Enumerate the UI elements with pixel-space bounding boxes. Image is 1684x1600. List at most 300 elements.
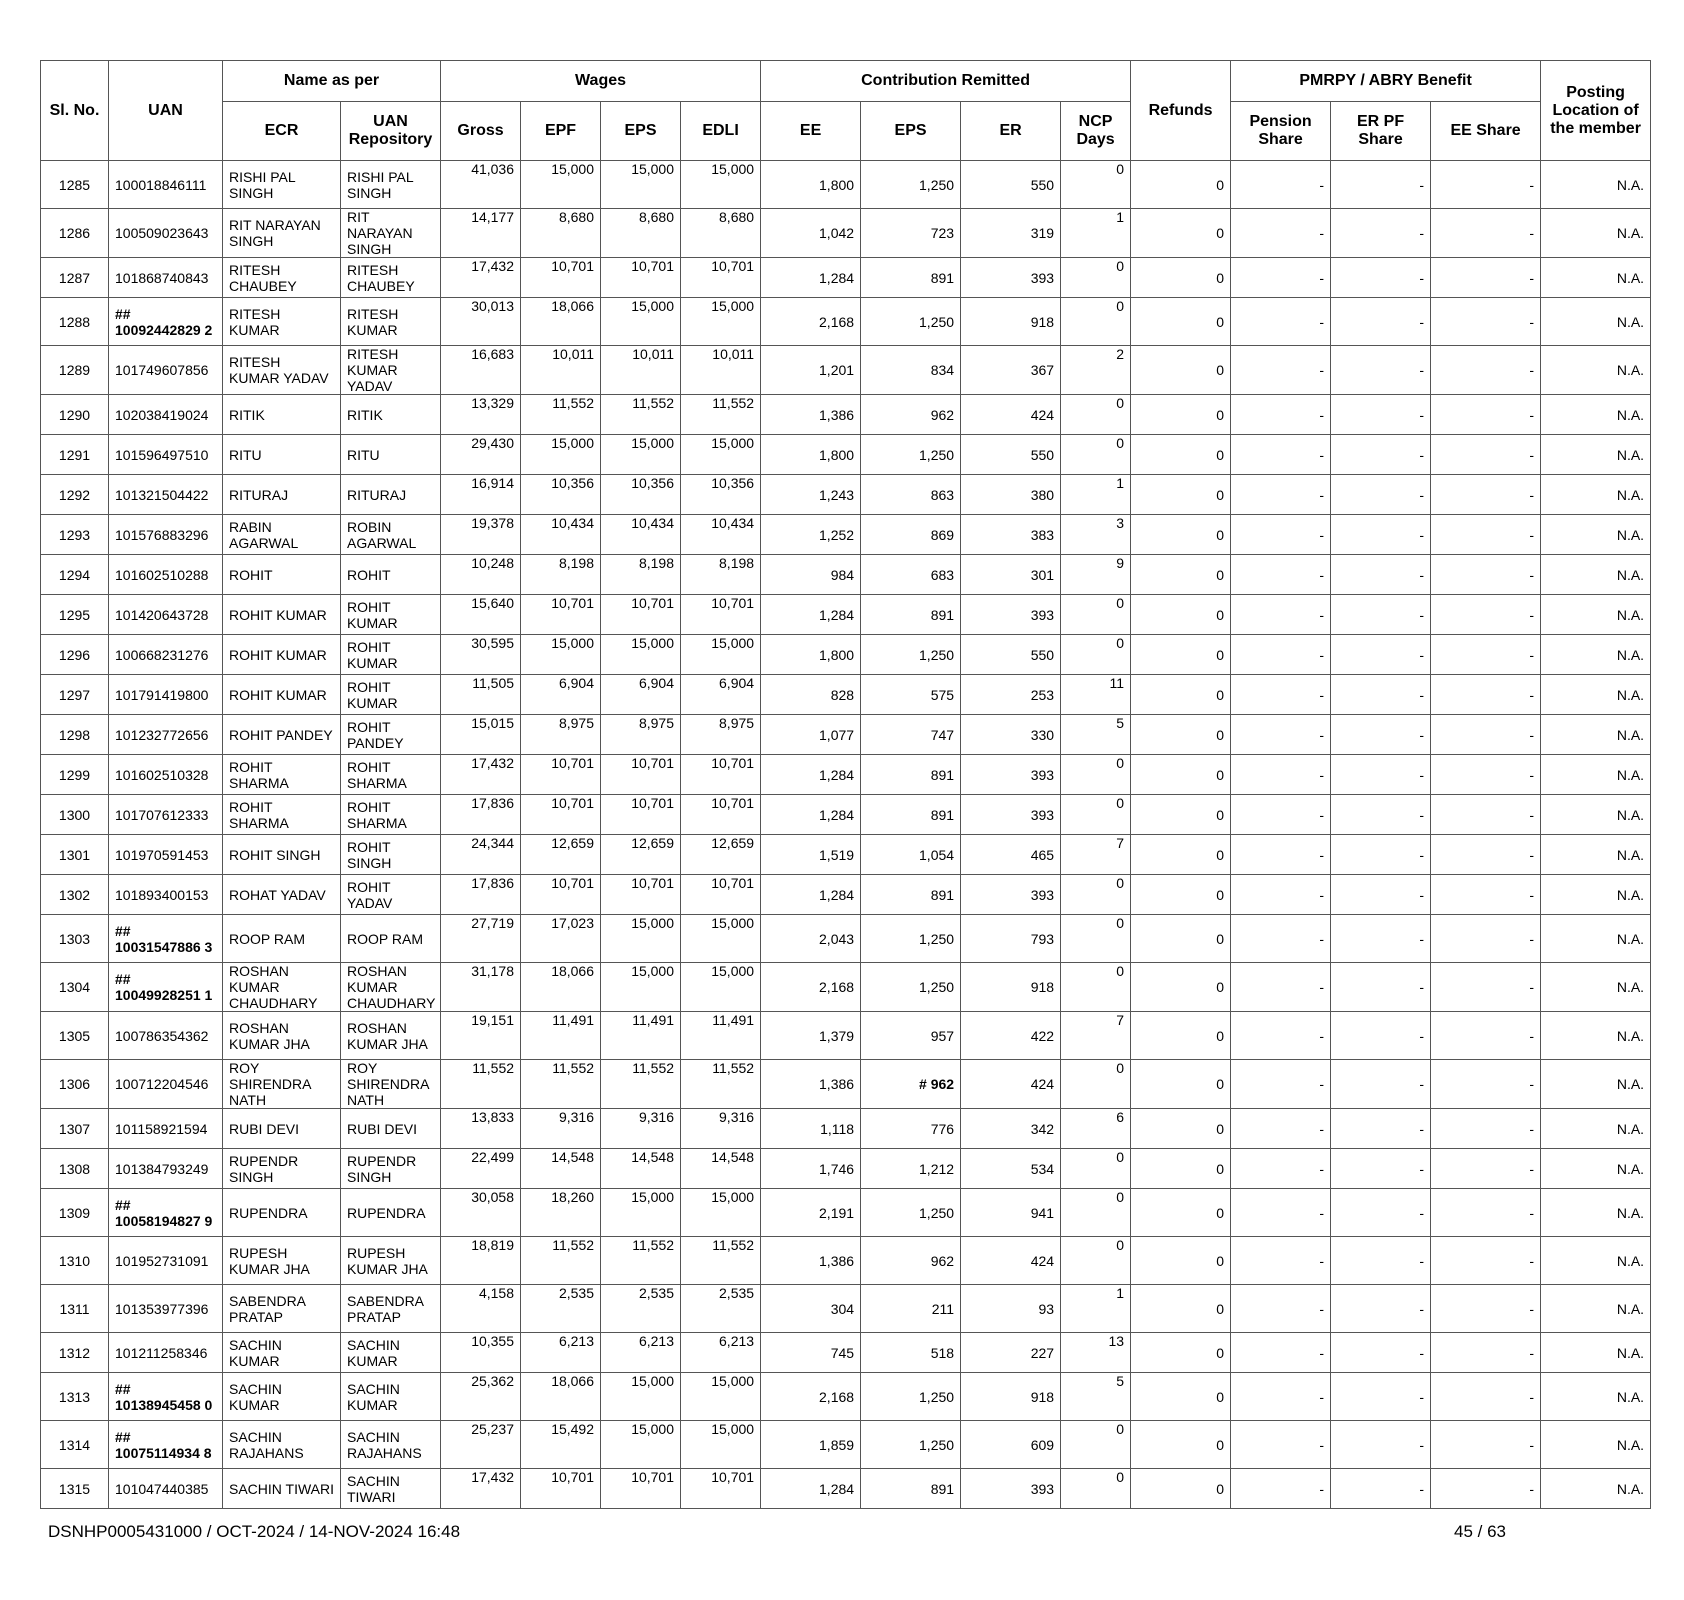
table-row (41, 1012, 1651, 1060)
cell-posting-location: N.A. (1541, 1373, 1651, 1421)
table-row (41, 715, 1651, 755)
cell-uan: 101211258346 (109, 1333, 223, 1373)
cell-uan: 101576883296 (109, 515, 223, 555)
cell-edli: 11,552 (681, 1237, 761, 1285)
table-row (41, 1060, 1651, 1109)
cell-name-uan-repository: ROHIT SHARMA (341, 795, 441, 835)
cell-name-ecr: RITESH KUMAR (223, 298, 341, 346)
cell-ee-share: - (1431, 795, 1541, 835)
table-row (41, 915, 1651, 963)
cell-er-pf-share: - (1331, 1421, 1431, 1469)
cell-ee: 2,191 (761, 1189, 861, 1237)
cell-eps: 11,491 (601, 1012, 681, 1060)
cell-uan: 100668231276 (109, 635, 223, 675)
cell-uan: 101384793249 (109, 1149, 223, 1189)
col-header-pmrpy-abry: PMRPY / ABRY Benefit (1231, 61, 1541, 102)
cell-eps-contribution: 869 (861, 515, 961, 555)
cell-name-ecr: ROHIT KUMAR (223, 675, 341, 715)
cell-uan: 102038419024 (109, 395, 223, 435)
cell-ee-share: - (1431, 258, 1541, 298)
cell-ee: 1,077 (761, 715, 861, 755)
uan-flag: ## (115, 1196, 131, 1213)
cell-epf: 10,701 (521, 258, 601, 298)
col-header-eps-contribution: EPS (861, 102, 961, 161)
cell-pension-share: - (1231, 298, 1331, 346)
cell-er: 550 (961, 635, 1061, 675)
cell-edli: 10,701 (681, 755, 761, 795)
cell-edli: 15,000 (681, 1373, 761, 1421)
table-row (41, 835, 1651, 875)
cell-edli: 15,000 (681, 1189, 761, 1237)
cell-ncp-days: 0 (1061, 1237, 1131, 1285)
cell-name-ecr: ROHIT KUMAR (223, 595, 341, 635)
cell-name-ecr: RABIN AGARWAL (223, 515, 341, 555)
cell-ncp-days: 1 (1061, 1285, 1131, 1333)
cell-eps-contribution: 723 (861, 209, 961, 258)
col-header-sl-no: Sl. No. (41, 61, 109, 161)
cell-pension-share: - (1231, 258, 1331, 298)
col-header-wages: Wages (441, 61, 761, 102)
cell-ee: 1,243 (761, 475, 861, 515)
cell-epf: 2,535 (521, 1285, 601, 1333)
cell-gross: 4,158 (441, 1285, 521, 1333)
cell-ncp-days: 3 (1061, 515, 1131, 555)
cell-epf: 15,000 (521, 161, 601, 209)
cell-er-pf-share: - (1331, 555, 1431, 595)
cell-name-uan-repository: RUPENDRA (341, 1189, 441, 1237)
uan-flag: ## (115, 1428, 131, 1445)
cell-er-pf-share: - (1331, 1012, 1431, 1060)
cell-sl-no: 1295 (41, 595, 109, 635)
cell-ncp-days: 0 (1061, 963, 1131, 1012)
cell-ncp-days: 0 (1061, 161, 1131, 209)
cell-ee-share: - (1431, 1421, 1541, 1469)
cell-pension-share: - (1231, 635, 1331, 675)
cell-pension-share: - (1231, 675, 1331, 715)
cell-uan: 101321504422 (109, 475, 223, 515)
cell-uan: 101047440385 (109, 1469, 223, 1509)
cell-sl-no: 1306 (41, 1060, 109, 1109)
cell-posting-location: N.A. (1541, 1285, 1651, 1333)
cell-refunds: 0 (1131, 515, 1231, 555)
cell-sl-no: 1289 (41, 346, 109, 395)
col-header-gross: Gross (441, 102, 521, 161)
cell-ee: 1,386 (761, 1237, 861, 1285)
cell-pension-share: - (1231, 1285, 1331, 1333)
cell-name-ecr: SABENDRA PRATAP (223, 1285, 341, 1333)
cell-ee: 1,859 (761, 1421, 861, 1469)
cell-epf: 15,000 (521, 435, 601, 475)
cell-edli: 11,491 (681, 1012, 761, 1060)
table-row (41, 1109, 1651, 1149)
cell-name-uan-repository: SACHIN RAJAHANS (341, 1421, 441, 1469)
cell-ee: 1,252 (761, 515, 861, 555)
cell-posting-location: N.A. (1541, 475, 1651, 515)
cell-ncp-days: 0 (1061, 1469, 1131, 1509)
cell-posting-location: N.A. (1541, 875, 1651, 915)
cell-ee-share: - (1431, 1149, 1541, 1189)
cell-er: 550 (961, 435, 1061, 475)
cell-uan (109, 963, 223, 1012)
cell-er: 330 (961, 715, 1061, 755)
cell-name-uan-repository: SACHIN KUMAR (341, 1333, 441, 1373)
table-row (41, 515, 1651, 555)
cell-ncp-days: 0 (1061, 915, 1131, 963)
cell-er: 227 (961, 1333, 1061, 1373)
cell-ee-share: - (1431, 1189, 1541, 1237)
cell-gross: 13,833 (441, 1109, 521, 1149)
cell-name-ecr: RIT NARAYAN SINGH (223, 209, 341, 258)
cell-refunds: 0 (1131, 1469, 1231, 1509)
cell-edli: 8,975 (681, 715, 761, 755)
cell-edli: 15,000 (681, 435, 761, 475)
cell-epf: 11,552 (521, 395, 601, 435)
uan-value: 10075114934 8 (115, 1444, 212, 1461)
cell-er-pf-share: - (1331, 875, 1431, 915)
col-header-name-as-per: Name as per (223, 61, 441, 102)
cell-eps-contribution: 1,250 (861, 1373, 961, 1421)
cell-er-pf-share: - (1331, 1237, 1431, 1285)
cell-eps-contribution: 863 (861, 475, 961, 515)
col-header-posting-location: Posting Location of the member (1541, 61, 1651, 161)
cell-posting-location: N.A. (1541, 161, 1651, 209)
cell-eps-contribution: 891 (861, 755, 961, 795)
cell-er-pf-share: - (1331, 1469, 1431, 1509)
cell-name-uan-repository: ROHIT KUMAR (341, 635, 441, 675)
cell-pension-share: - (1231, 755, 1331, 795)
cell-ee: 1,386 (761, 395, 861, 435)
cell-eps: 10,701 (601, 1469, 681, 1509)
cell-edli: 10,356 (681, 475, 761, 515)
cell-refunds: 0 (1131, 298, 1231, 346)
cell-er-pf-share: - (1331, 963, 1431, 1012)
cell-er-pf-share: - (1331, 1285, 1431, 1333)
cell-refunds: 0 (1131, 1373, 1231, 1421)
cell-epf: 18,260 (521, 1189, 601, 1237)
cell-ee: 1,284 (761, 755, 861, 795)
cell-er-pf-share: - (1331, 835, 1431, 875)
cell-name-ecr: RUPENDRA (223, 1189, 341, 1237)
cell-ncp-days: 0 (1061, 298, 1131, 346)
cell-eps: 15,000 (601, 161, 681, 209)
cell-epf: 11,552 (521, 1060, 601, 1109)
cell-edli: 8,680 (681, 209, 761, 258)
cell-ee: 1,519 (761, 835, 861, 875)
cell-name-ecr: RITESH KUMAR YADAV (223, 346, 341, 395)
cell-eps: 15,000 (601, 298, 681, 346)
cell-gross: 13,329 (441, 395, 521, 435)
cell-uan: 101602510288 (109, 555, 223, 595)
cell-sl-no: 1311 (41, 1285, 109, 1333)
cell-name-uan-repository: SABENDRA PRATAP (341, 1285, 441, 1333)
cell-pension-share: - (1231, 515, 1331, 555)
cell-posting-location: N.A. (1541, 635, 1651, 675)
cell-name-ecr: SACHIN KUMAR (223, 1373, 341, 1421)
cell-ee: 1,386 (761, 1060, 861, 1109)
cell-edli: 10,434 (681, 515, 761, 555)
cell-sl-no: 1285 (41, 161, 109, 209)
cell-ee-share: - (1431, 675, 1541, 715)
cell-er-pf-share: - (1331, 1109, 1431, 1149)
uan-flag: ## (115, 971, 131, 987)
cell-ee-share: - (1431, 555, 1541, 595)
cell-eps: 10,434 (601, 515, 681, 555)
cell-eps: 10,701 (601, 258, 681, 298)
cell-sl-no: 1293 (41, 515, 109, 555)
uan-flag: ## (115, 922, 131, 939)
cell-ee: 1,800 (761, 435, 861, 475)
cell-posting-location: N.A. (1541, 1149, 1651, 1189)
cell-ncp-days: 7 (1061, 1012, 1131, 1060)
cell-eps-contribution: 747 (861, 715, 961, 755)
cell-ncp-days: 0 (1061, 1060, 1131, 1109)
cell-sl-no: 1314 (41, 1421, 109, 1469)
cell-gross: 16,914 (441, 475, 521, 515)
cell-pension-share: - (1231, 475, 1331, 515)
cell-er: 301 (961, 555, 1061, 595)
cell-ee-share: - (1431, 755, 1541, 795)
cell-ee-share: - (1431, 209, 1541, 258)
cell-uan (109, 1189, 223, 1237)
cell-er: 93 (961, 1285, 1061, 1333)
cell-pension-share: - (1231, 1373, 1331, 1421)
cell-er-pf-share: - (1331, 675, 1431, 715)
cell-er: 609 (961, 1421, 1061, 1469)
cell-name-ecr: RUPESH KUMAR JHA (223, 1237, 341, 1285)
cell-pension-share: - (1231, 835, 1331, 875)
cell-uan: 100786354362 (109, 1012, 223, 1060)
cell-refunds: 0 (1131, 395, 1231, 435)
table-row (41, 1469, 1651, 1509)
cell-name-uan-repository: RITESH KUMAR (341, 298, 441, 346)
cell-eps-contribution: 891 (861, 595, 961, 635)
cell-refunds: 0 (1131, 875, 1231, 915)
cell-name-uan-repository: ROHIT SHARMA (341, 755, 441, 795)
cell-name-ecr: ROHAT YADAV (223, 875, 341, 915)
cell-epf: 15,492 (521, 1421, 601, 1469)
cell-edli: 10,701 (681, 595, 761, 635)
cell-epf: 15,000 (521, 635, 601, 675)
table-row (41, 346, 1651, 395)
cell-epf: 6,904 (521, 675, 601, 715)
cell-eps-contribution: 1,250 (861, 161, 961, 209)
cell-epf: 18,066 (521, 963, 601, 1012)
cell-uan: 101707612333 (109, 795, 223, 835)
cell-eps-contribution: 1,212 (861, 1149, 961, 1189)
col-header-er: ER (961, 102, 1061, 161)
cell-eps-contribution: 1,054 (861, 835, 961, 875)
cell-posting-location: N.A. (1541, 835, 1651, 875)
cell-ncp-days: 0 (1061, 395, 1131, 435)
cell-ee: 2,168 (761, 298, 861, 346)
cell-refunds: 0 (1131, 1012, 1231, 1060)
cell-uan: 101420643728 (109, 595, 223, 635)
cell-er: 342 (961, 1109, 1061, 1149)
cell-er-pf-share: - (1331, 258, 1431, 298)
cell-gross: 17,432 (441, 258, 521, 298)
cell-sl-no: 1298 (41, 715, 109, 755)
cell-er: 383 (961, 515, 1061, 555)
ecr-table (40, 60, 1651, 1509)
cell-uan (109, 298, 223, 346)
cell-edli: 10,011 (681, 346, 761, 395)
cell-pension-share: - (1231, 595, 1331, 635)
cell-eps: 15,000 (601, 915, 681, 963)
cell-er: 253 (961, 675, 1061, 715)
cell-posting-location: N.A. (1541, 1469, 1651, 1509)
cell-epf: 9,316 (521, 1109, 601, 1149)
cell-eps: 15,000 (601, 435, 681, 475)
cell-gross: 10,248 (441, 555, 521, 595)
cell-uan (109, 1373, 223, 1421)
cell-epf: 10,701 (521, 755, 601, 795)
cell-posting-location: N.A. (1541, 209, 1651, 258)
cell-name-uan-repository: RITIK (341, 395, 441, 435)
cell-epf: 6,213 (521, 1333, 601, 1373)
cell-eps: 11,552 (601, 1237, 681, 1285)
cell-eps-contribution: 1,250 (861, 1189, 961, 1237)
cell-sl-no: 1313 (41, 1373, 109, 1421)
cell-gross: 14,177 (441, 209, 521, 258)
col-header-uan: UAN (109, 61, 223, 161)
cell-name-uan-repository: ROSHAN KUMAR CHAUDHARY (341, 963, 441, 1012)
cell-ee: 1,800 (761, 635, 861, 675)
cell-edli: 15,000 (681, 298, 761, 346)
cell-ee-share: - (1431, 835, 1541, 875)
cell-gross: 25,237 (441, 1421, 521, 1469)
cell-name-ecr: RITURAJ (223, 475, 341, 515)
cell-name-ecr: ROHIT KUMAR (223, 635, 341, 675)
cell-posting-location: N.A. (1541, 435, 1651, 475)
col-header-edli: EDLI (681, 102, 761, 161)
cell-sl-no: 1305 (41, 1012, 109, 1060)
cell-pension-share: - (1231, 1060, 1331, 1109)
cell-edli: 10,701 (681, 875, 761, 915)
cell-gross: 31,178 (441, 963, 521, 1012)
table-row (41, 1189, 1651, 1237)
cell-epf: 8,680 (521, 209, 601, 258)
cell-edli: 10,701 (681, 258, 761, 298)
cell-sl-no: 1291 (41, 435, 109, 475)
cell-uan: 101970591453 (109, 835, 223, 875)
cell-uan: 101353977396 (109, 1285, 223, 1333)
cell-eps-contribution: 891 (861, 795, 961, 835)
cell-ee: 1,284 (761, 875, 861, 915)
cell-gross: 18,819 (441, 1237, 521, 1285)
cell-epf: 10,701 (521, 595, 601, 635)
cell-name-uan-repository: ROY SHIRENDRA NATH (341, 1060, 441, 1109)
cell-eps-contribution: 1,250 (861, 915, 961, 963)
cell-er-pf-share: - (1331, 1333, 1431, 1373)
cell-posting-location: N.A. (1541, 395, 1651, 435)
cell-eps: 9,316 (601, 1109, 681, 1149)
cell-sl-no: 1292 (41, 475, 109, 515)
cell-ncp-days: 7 (1061, 835, 1131, 875)
cell-name-uan-repository: ROOP RAM (341, 915, 441, 963)
cell-ee-share: - (1431, 1060, 1541, 1109)
cell-uan: 101868740843 (109, 258, 223, 298)
table-row (41, 475, 1651, 515)
cell-eps-contribution: 1,250 (861, 1421, 961, 1469)
cell-gross: 10,355 (441, 1333, 521, 1373)
cell-gross: 19,151 (441, 1012, 521, 1060)
cell-pension-share: - (1231, 1469, 1331, 1509)
cell-pension-share: - (1231, 346, 1331, 395)
cell-gross: 19,378 (441, 515, 521, 555)
table-row (41, 875, 1651, 915)
cell-epf: 10,011 (521, 346, 601, 395)
cell-ee: 304 (761, 1285, 861, 1333)
cell-ncp-days: 2 (1061, 346, 1131, 395)
cell-name-ecr: ROSHAN KUMAR JHA (223, 1012, 341, 1060)
table-row (41, 635, 1651, 675)
cell-epf: 11,491 (521, 1012, 601, 1060)
cell-name-ecr: SACHIN KUMAR (223, 1333, 341, 1373)
cell-sl-no: 1308 (41, 1149, 109, 1189)
uan-value: 10058194827 9 (115, 1212, 213, 1229)
cell-ee: 828 (761, 675, 861, 715)
cell-epf: 18,066 (521, 298, 601, 346)
cell-name-uan-repository: ROSHAN KUMAR JHA (341, 1012, 441, 1060)
cell-epf: 8,198 (521, 555, 601, 595)
cell-eps: 8,975 (601, 715, 681, 755)
cell-ee-share: - (1431, 1109, 1541, 1149)
cell-ee-share: - (1431, 395, 1541, 435)
cell-er-pf-share: - (1331, 395, 1431, 435)
cell-sl-no: 1310 (41, 1237, 109, 1285)
table-row (41, 209, 1651, 258)
cell-eps-contribution: 891 (861, 875, 961, 915)
footer-document-reference: DSNHP0005431000 / OCT-2024 / 14-NOV-2024 16:48 (48, 1522, 461, 1541)
cell-er: 393 (961, 755, 1061, 795)
cell-uan: 100018846111 (109, 161, 223, 209)
cell-er-pf-share: - (1331, 1060, 1431, 1109)
cell-ee-share: - (1431, 875, 1541, 915)
cell-gross: 11,505 (441, 675, 521, 715)
cell-ee: 1,800 (761, 161, 861, 209)
cell-epf: 18,066 (521, 1373, 601, 1421)
cell-eps-contribution: 962 (861, 395, 961, 435)
cell-eps: 10,701 (601, 595, 681, 635)
cell-refunds: 0 (1131, 1333, 1231, 1373)
cell-er: 550 (961, 161, 1061, 209)
cell-ee: 1,042 (761, 209, 861, 258)
cell-ncp-days: 1 (1061, 209, 1131, 258)
cell-refunds: 0 (1131, 161, 1231, 209)
cell-eps: 12,659 (601, 835, 681, 875)
cell-edli: 11,552 (681, 1060, 761, 1109)
cell-sl-no: 1302 (41, 875, 109, 915)
cell-sl-no: 1296 (41, 635, 109, 675)
cell-pension-share: - (1231, 1109, 1331, 1149)
table-row (41, 1373, 1651, 1421)
cell-ee: 1,284 (761, 795, 861, 835)
cell-ee: 1,746 (761, 1149, 861, 1189)
cell-eps: 15,000 (601, 963, 681, 1012)
cell-edli: 15,000 (681, 963, 761, 1012)
cell-eps-contribution: 834 (861, 346, 961, 395)
cell-name-ecr: ROHIT (223, 555, 341, 595)
cell-refunds: 0 (1131, 346, 1231, 395)
cell-refunds: 0 (1131, 595, 1231, 635)
cell-er: 393 (961, 258, 1061, 298)
cell-refunds: 0 (1131, 1109, 1231, 1149)
cell-refunds: 0 (1131, 675, 1231, 715)
cell-eps: 8,680 (601, 209, 681, 258)
cell-gross: 11,552 (441, 1060, 521, 1109)
cell-sl-no: 1294 (41, 555, 109, 595)
cell-sl-no: 1300 (41, 795, 109, 835)
